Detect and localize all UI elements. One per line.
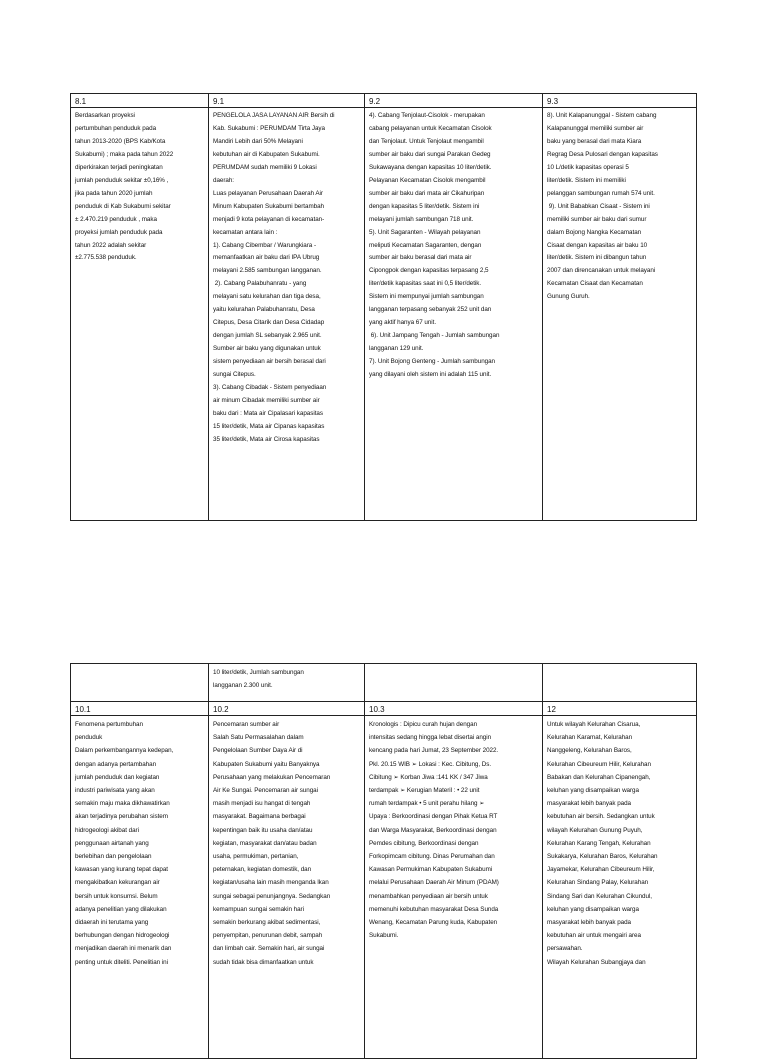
table-body-row [71, 716, 697, 1059]
header-cell-9-3: 9.3 [543, 94, 697, 108]
table-header-row [71, 702, 697, 716]
table-body-row [71, 108, 697, 521]
cell-service-branches-4-7: 4). Cabang Tenjolaut-Cisolok - merupakan cabang pelayanan untuk Kecamatan Cisolok dan Tenjolaut. Untuk Tenjolaut mengambil sumber air baku dari sungai Parakan Gedeg Sukawayana dengan kapasitas 10 liter/detik. Pelayanan Kecamatan Cisolok mengambil sumber air baku dari mata air Cikahuripan dengan kapasitas 5 liter/detik. Sistem ini melayani jumlah sambungan 718 unit. 5). Unit Sagaranten - Wilayah pelayanan meliputi Kecamatan Sagaranten, dengan sumber air baku berasal dari mata air Cipongpok dengan kapasitas terpasang 2,5 liter/detik kapasitas saat ini 0,5 liter/detik. Sistem ini mempunyai jumlah sambungan langganan terpasang sebanyak 252 unit dan yang aktif hanya 67 unit. 6). Unit Jampang Tengah - Jumlah sambungan langganan 129 unit. 7). Unit Bojong Genteng - Jumlah sambungan yang dilayani oleh sistem ini adalah 115 unit. [365, 108, 543, 521]
table-continuation-row [71, 664, 697, 702]
cell-service-units-8-9: 8). Unit Kalapanunggal - Sistem cabang Kalapanunggal memiliki sumber air baku yang berasal dari mata Kiara Regrag Desa Pulosari dengan kapasitas 10 L/detik kapasitas operasi 5 liter/detik. Sistem ini memiliki pelanggan sambungan rumah 574 unit. 9). Unit Bababkan Cisaat - Sistem ini memiliki sumber air baku dari sumur dalam Bojong Nangka Kecamatan Cisaat dengan kapasitas air baku 10 liter/detik. Sistem ini dibangun tahun 2007 dan direncanakan untuk melayani Kecamatan Cisaat dan Kecamatan Gunung Guruh. [543, 108, 697, 521]
header-cell-10-1: 10.1 [71, 702, 209, 716]
table-header-row [71, 94, 697, 108]
cell-water-source-pollution: Pencemaran sumber air Salah Satu Permasalahan dalam Pengelolaan Sumber Daya Air di Kabupaten Sukabumi yaitu Banyaknya Perusahaan yang melakukan Pencemaran Air Ke Sungai. Pencemaran air sungai masih menjadi isu hangat di tengah masyarakat. Bagaimana berbagai kepentingan baik itu usaha dan/atau kegiatan, masyarakat dan/atau badan usaha, permukiman, pertanian, peternakan, kegiatan domestik, dan kegiatan/usaha lain masih menganda lkan sungai sebagai penunjangnya. Sedangkan kemampuan sungai semakin hari semakin berkurang akibat sedimentasi, penyempitan, penurunan debit, sampah dan limbah cair. Semakin hari, air sungai sudah tidak bisa dimanfaatkan untuk [209, 716, 365, 1059]
cell-population-projection: Berdasarkan proyeksi pertumbuhan penduduk pada tahun 2013-2020 (BPS Kab/Kota Sukabumi) ; maka pada tahun 2022 diperkirakan terjadi peningkatan jumlah penduduk sekitar ±0,16% , jika pada tahun 2020 jumlah penduduk di Kab Sukabumi sekitar ± 2.470.219 penduduk , maka proyeksi jumlah penduduk pada tahun 2022 adalah sekitar ±2.775.538 penduduk. [71, 108, 209, 521]
continuation-cell-4 [543, 664, 697, 702]
header-cell-10-3: 10.3 [365, 702, 543, 716]
continuation-cell-1 [71, 664, 209, 702]
cell-disaster-chronology: Kronologis : Dipicu curah hujan dengan intensitas sedang hingga lebat disertai angin kencang pada hari Jumat, 23 September 2022. Pkl. 20.15 WIB ➢ Lokasi : Kec. Cibitung, Ds. Cibitung ➢ Korban Jiwa :141 KK / 347 Jiwa terdampak ➢ Kerugian Materil : • 22 unit rumah terdampak • 5 unit perahu hilang ➢ Upaya : Berkoordinasi dengan Pihak Ketua RT dan Warga Masyarakat, Berkoordinasi dengan Pemdes cibitung, Berkoordinasi dengan Forkopimcam cibitung. Dinas Perumahan dan Kawasan Permukiman Kabupaten Sukabumi melalui Perusahaan Daerah Air Minum (PDAM) menambahkan penyediaan air bersih untuk memenuhi kebutuhan masyarakat Desa Sunda Wenang, Kecamatan Parung kuda, Kabupaten Sukabumi. [365, 716, 543, 1059]
cell-water-service-manager: PENGELOLA JASA LAYANAN AIR Bersih di Kab. Sukabumi : PERUMDAM Tirta Jaya Mandiri Lebih dari 50% Melayani kebutuhan air di Kabupaten Sukabumi. PERUMDAM sudah memiliki 9 Lokasi daerah: Luas pelayanan Perusahaan Daerah Air Minum Kabupaten Sukabumi bertambah menjadi 9 kota pelayanan di kecamatan- kecamatan antara lain : 1). Cabang Cibembar / Warungkiara - memanfaatkan air baku dari IPA Ubrug melayani 2.585 sambungan langganan. 2). Cabang Palabuhanratu - yang melayani satu kelurahan dan tiga desa, yaitu kelurahan Palabuhanratu, Desa Citepus, Desa Citarik dan Desa Cidadap dengan jumlah SL sebanyak 2.965 unit. Sumber air baku yang digunakan untuk sistem penyediaan air bersih berasal dari sungai Citepus. 3). Cabang Cibadak - Sistem penyediaan air minum Cibadak memiliki sumber air baku dari : Mata air Cipalasari kapasitas 15 liter/detik, Mata air Cipanas kapasitas 35 liter/detik, Mata air Cirosa kapasitas [209, 108, 365, 521]
header-cell-10-2: 10.2 [209, 702, 365, 716]
header-cell-12: 12 [543, 702, 697, 716]
continuation-cell-3 [365, 664, 543, 702]
table-section-10-12 [70, 663, 697, 1059]
header-cell-9-1: 9.1 [209, 94, 365, 108]
header-cell-9-2: 9.2 [365, 94, 543, 108]
header-cell-8-1: 8.1 [71, 94, 209, 108]
continuation-cell-2: 10 liter/detik, Jumlah sambungan langganan 2.300 unit. [209, 664, 365, 702]
cell-population-growth-phenomenon: Fenomena pertumbuhan penduduk Dalam perkembangannya kedepan, dengan adanya pertambahan jumlah penduduk dan kegiatan industri pariwisata yang akan semakin maju maka dikhawatirkan akan terjadinya perubahan sistem hidrogeologi akibat dari penggunaan airtanah yang berlebihan dan pengelolaan kawasan yang kurang tepat dapat mengakibatkan kekurangan air bersih untuk konsumsi. Belum adanya penelitian yang dilakukan didaerah ini terutama yang berhubungan dengan hidrogeologi menjadikan daerah ini menarik dan penting untuk diteliti. Penelitian ini [71, 716, 209, 1059]
table-section-8-9 [70, 93, 697, 521]
cell-kelurahan-complaints: Untuk wilayah Kelurahan Cisarua, Kelurahan Karamat, Kelurahan Nanggeleng, Kelurahan Baros, Kelurahan Cibeureum Hilir, Kelurahan Babakan dan Kelurahan Cipanengah, keluhan yang disampaikan warga masyarakat lebih banyak pada kebutuhan air bersih. Sedangkan untuk wilayah Kelurahan Gunung Puyuh, Kelurahan Karang Tengah, Kelurahan Sukakarya, Kelurahan Baros, Kelurahan Jayamekar, Kelurahan Cibeureum Hilir, Kelurahan Sindang Palay, Kelurahan Sindang Sari dan Kelurahan Cikundul, keluhan yang disampaikan warga masyarakat lebih banyak pada kebutuhan air untuk mengairi area persawahan. Wilayah Kelurahan Subangjaya dan [543, 716, 697, 1059]
